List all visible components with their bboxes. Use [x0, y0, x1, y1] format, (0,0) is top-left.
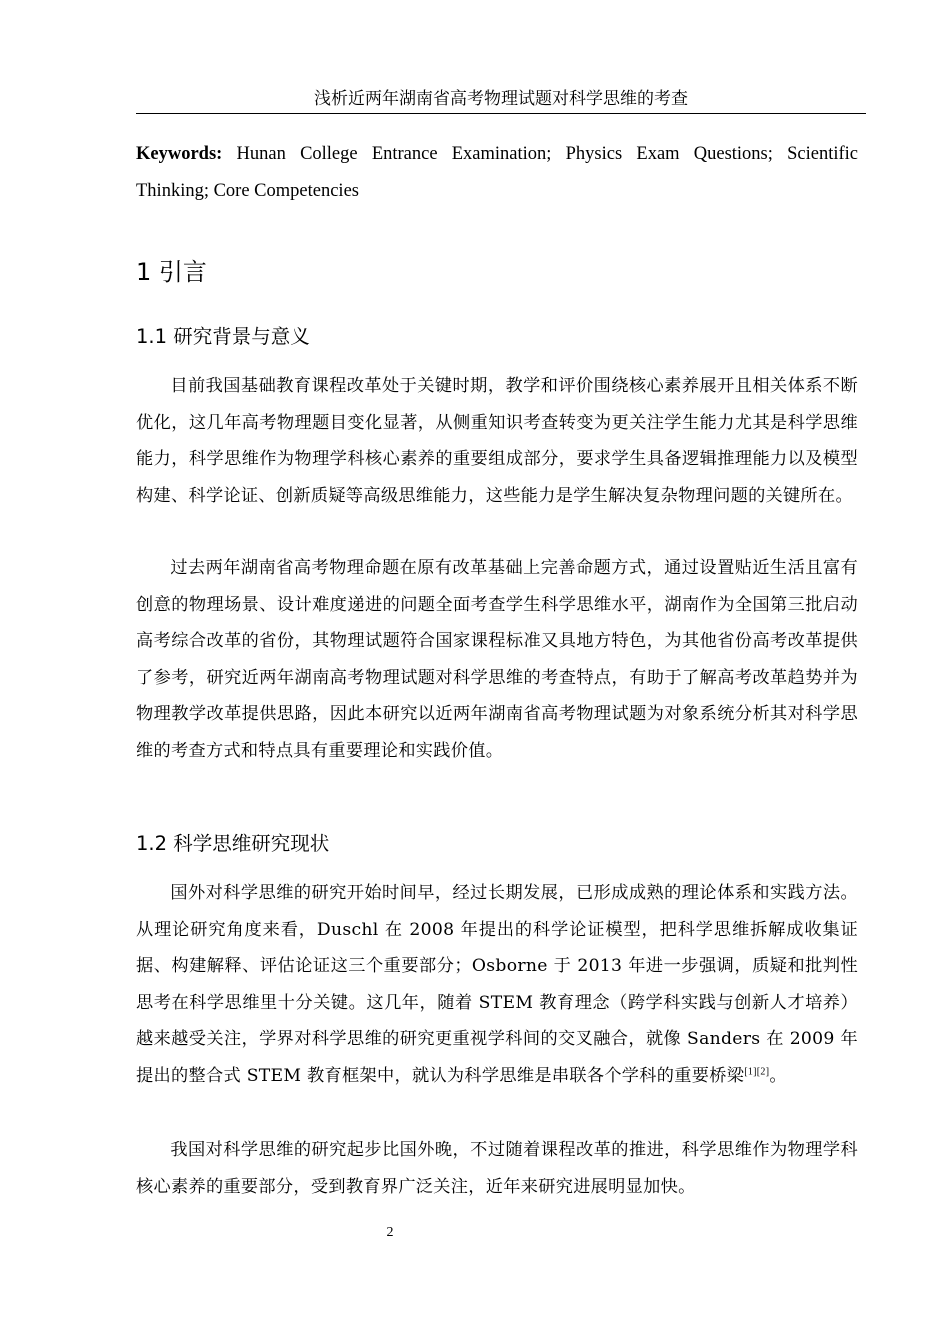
- keywords-block: [136, 136, 858, 210]
- paragraph-status-foreign-end: 。: [769, 1065, 787, 1086]
- paragraph-background-2: 过去两年湖南省高考物理命题在原有改革基础上完善命题方式，通过设置贴近生活且富有创意的物理场景、设计难度递进的问题全面考查学生科学思维水平，湖南作为全国第三批启动高考综合改革的省份，其物理试题符合国家课程标准又具地方特色，为其他省份高考改革提供了参考，研究近两年湖南高考物理试题对科学思维的考查特点，有助于了解高考改革趋势并为物理教学改革提供思路，因此本研究以近两年湖南省高考物理试题为对象系统分析其对科学思维的考查方式和特点具有重要理论和实践价值。: [136, 558, 858, 761]
- section-heading-1-2: 1.2 科学思维研究现状: [136, 832, 330, 855]
- running-header: 浅析近两年湖南省高考物理试题对科学思维的考查: [314, 89, 688, 109]
- paragraph-status-domestic: 我国对科学思维的研究起步比国外晚，不过随着课程改革的推进，科学思维作为物理学科核心素养的重要部分，受到教育界广泛关注，近年来研究进展明显加快。: [136, 1140, 858, 1197]
- keywords-label: Keywords:: [136, 144, 223, 164]
- citation-marker: [1][2]: [744, 1065, 770, 1077]
- keywords-text: Hunan College Entrance Examination; Physics Exam Questions; Scientific Thinking; Core Competencies: [136, 144, 858, 201]
- paragraph-status-foreign: [136, 875, 858, 1094]
- paragraph-background-1: 目前我国基础教育课程改革处于关键时期，教学和评价围绕核心素养展开且相关体系不断优化，这几年高考物理题目变化显著，从侧重知识考查转变为更关注学生能力尤其是科学思维能力，科学思维作为物理学科核心素养的重要组成部分，要求学生具备逻辑推理能力以及模型构建、科学论证、创新质疑等高级思维能力，这些能力是学生解决复杂物理问题的关键所在。: [136, 376, 858, 506]
- section-heading-1: 1 引言: [136, 258, 207, 286]
- page-number: 2: [386, 1225, 394, 1240]
- header-rule: [136, 113, 866, 114]
- paragraph-status-foreign-text: 国外对科学思维的研究开始时间早，经过长期发展，已形成成熟的理论体系和实践方法。从理论研究角度来看，Duschl 在 2008 年提出的科学论证模型，把科学思维拆解成收集证据、构建解释、评估论证这三个重要部分；Osborne 于 2013 年进一步强调，质疑和批判性思考在科学思维里十分关键。这几年，随着 STEM 教育理念（跨学科实践与创新人才培养）越来越受关注，学界对科学思维的研究更重视学科间的交叉融合，就像 Sanders 在 2009 年提出的整合式 STEM 教育框架中，就认为科学思维是串联各个学科的重要桥梁: [136, 883, 858, 1086]
- section-heading-1-1: 1.1 研究背景与意义: [136, 325, 310, 348]
